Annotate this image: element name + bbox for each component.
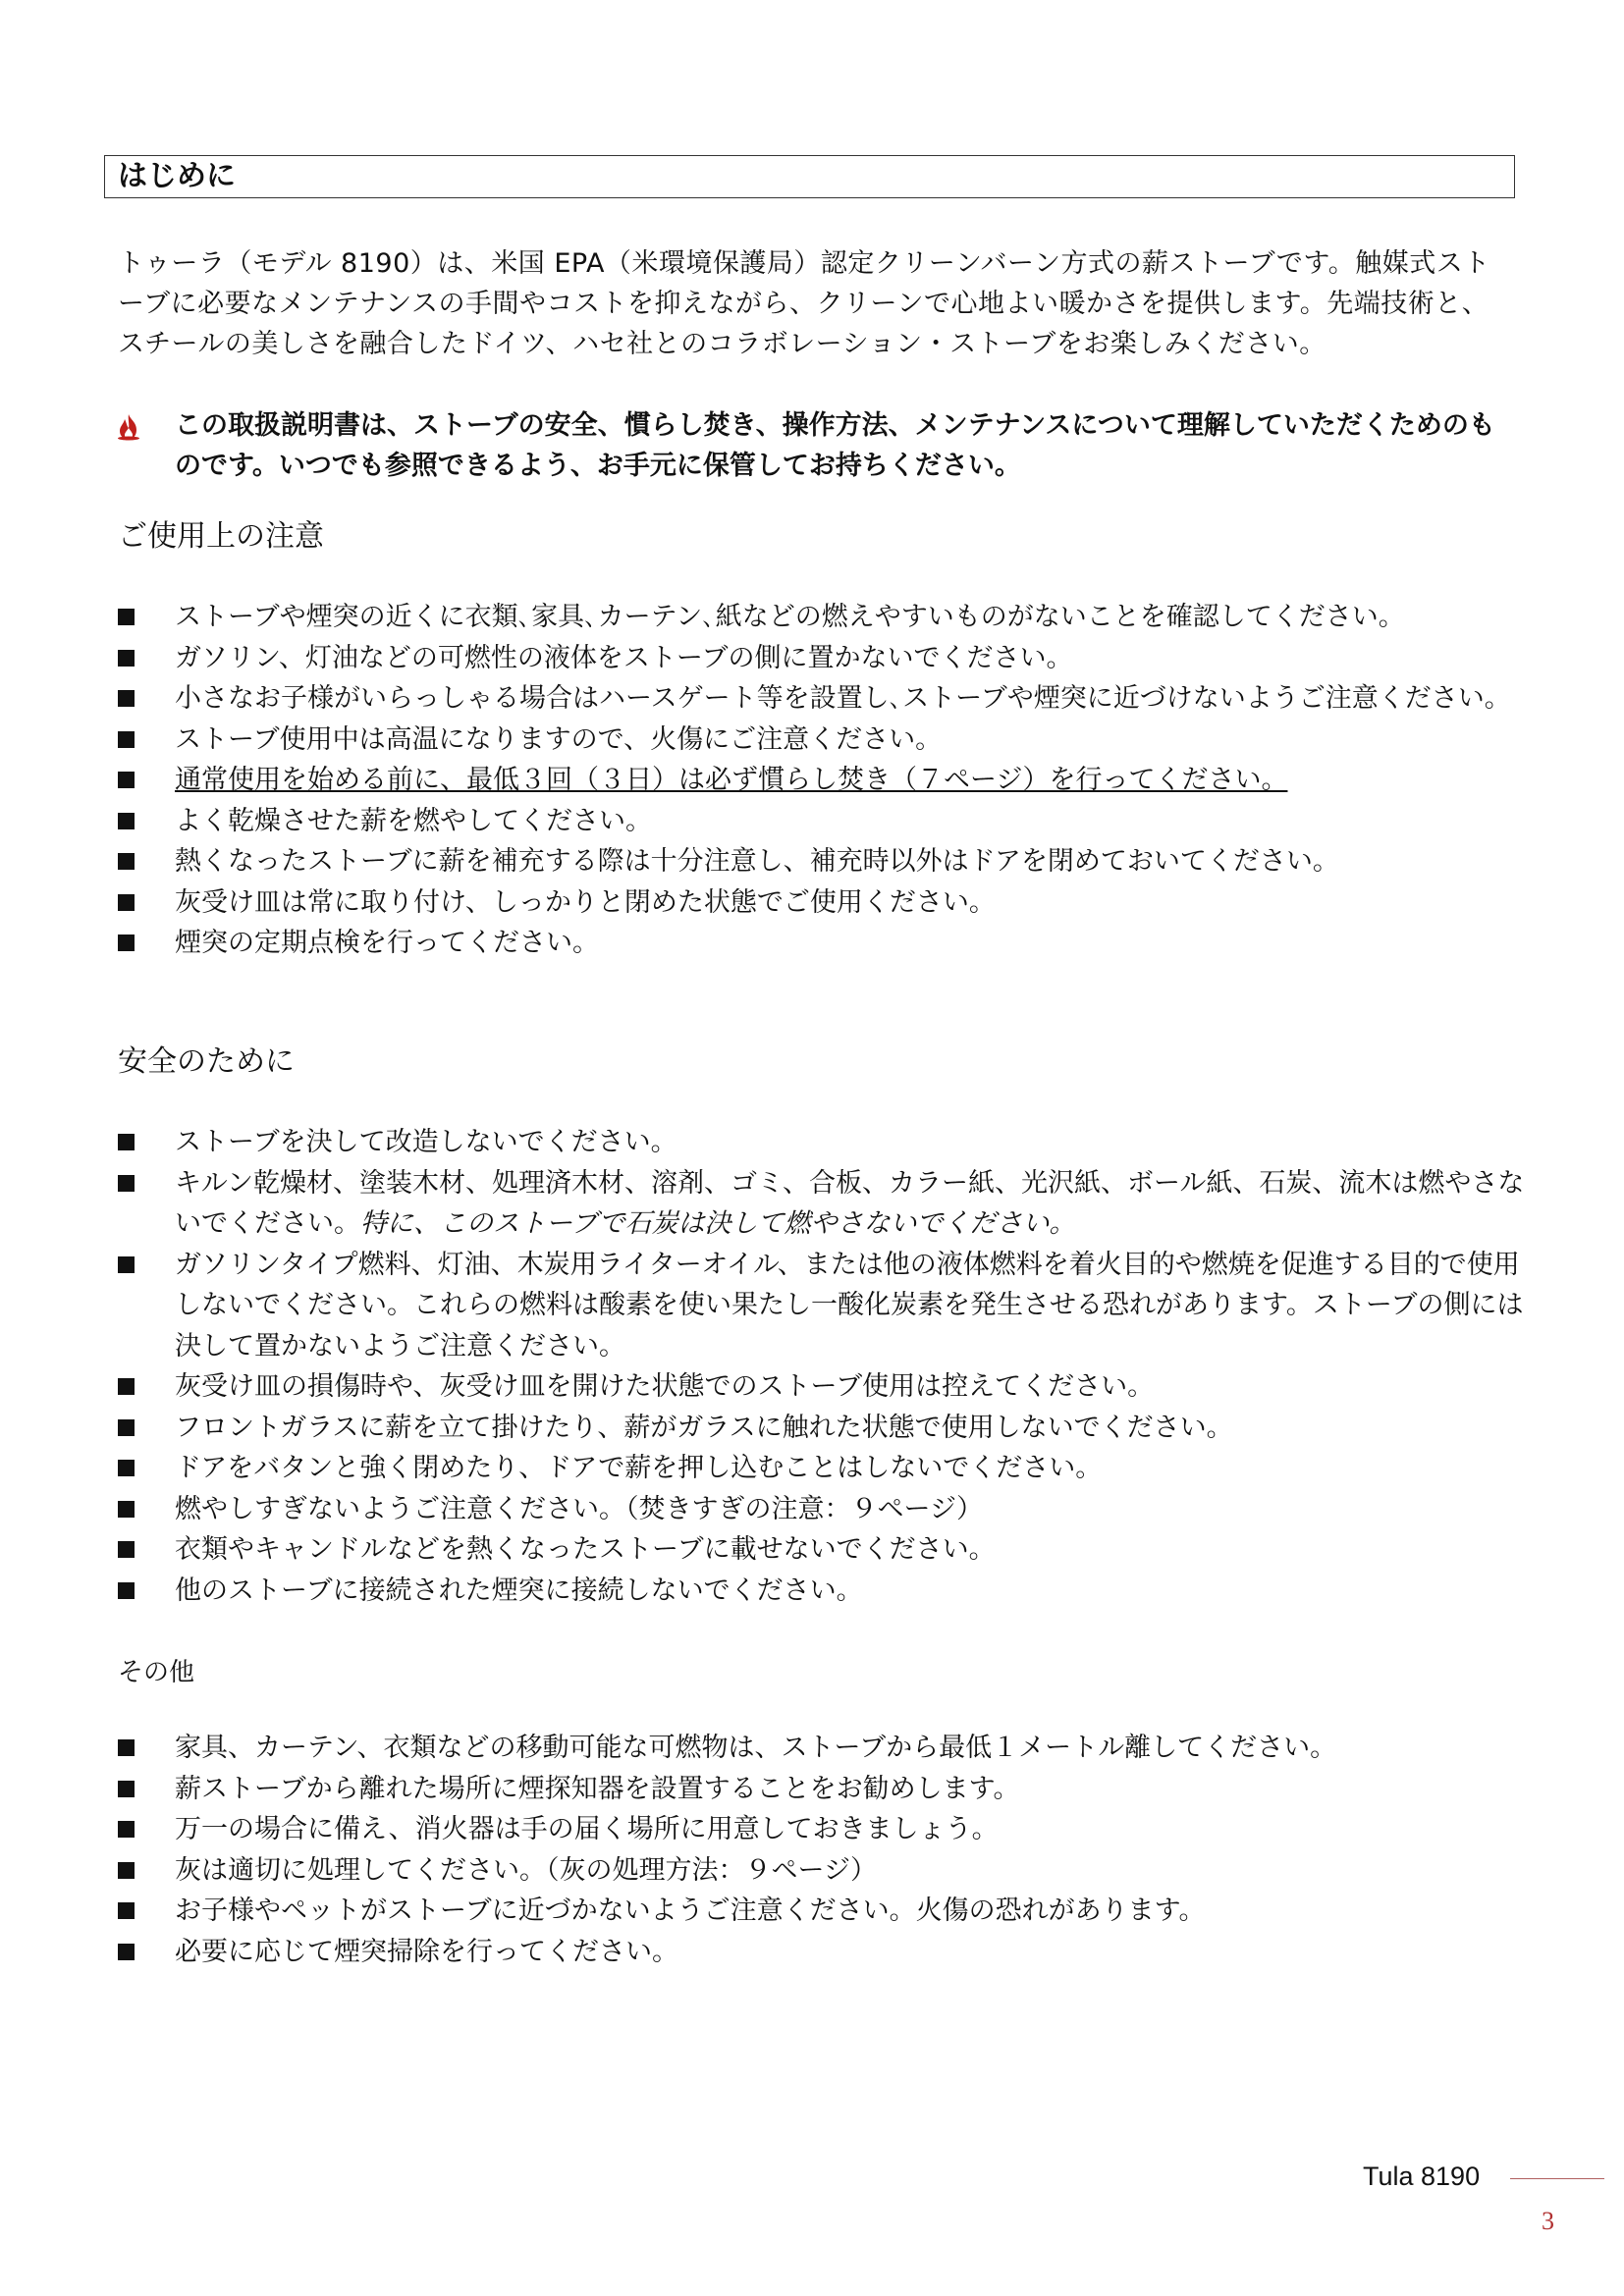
coal-warning: 特に、このストーブで石炭は決して燃やさないでください。 [360, 1208, 1076, 1239]
list-item: 他のストーブに接続された煙突に接続しないでください。 [116, 1571, 1530, 1612]
bullet-square-icon [118, 1582, 135, 1599]
page-title: はじめに [104, 155, 1515, 198]
list-item: よく乾燥させた薪を燃やしてください。 [116, 801, 1530, 842]
bullet-square-icon [118, 1739, 135, 1756]
bullet-square-icon [118, 1134, 135, 1150]
bullet-square-icon [118, 934, 135, 951]
bullet-square-icon [118, 731, 135, 748]
bullet-square-icon [118, 1256, 135, 1273]
list-item: 灰は適切に処理してください。（灰の処理方法：９ページ） [116, 1850, 1530, 1892]
flame-icon [116, 413, 141, 441]
bullet-square-icon [118, 894, 135, 911]
other-heading: その他 [118, 1658, 195, 1687]
list-item: ストーブ使用中は高温になりますので、火傷にご注意ください。 [116, 720, 1530, 761]
list-item: ガソリンタイプ燃料、灯油、木炭用ライターオイル、または他の液体燃料を着火目的や燃焼を促進する目的で使用しないでください。これらの燃料は酸素を使い果たし一酸化炭素を発生させる恐れがあります。ストーブの側には決して置かないようご注意ください。 [116, 1245, 1530, 1367]
intro-paragraph: トゥーラ（モデル 8190）は、米国 EPA（米環境保護局）認定クリーンバーン方式の薪ストーブです。触媒式ストーブに必要なメンテナンスの手間やコストを抑えながら、クリーンで心地よい暖かさを提供します。先端技術と、スチールの美しさを融合したドイツ、ハセ社とのコラボレーション・ストーブをお楽しみください。 [118, 248, 1490, 359]
bullet-square-icon [118, 1175, 135, 1192]
list-item: お子様やペットがストーブに近づかないようご注意ください。火傷の恐れがあります。 [116, 1891, 1530, 1932]
bullet-square-icon [118, 1419, 135, 1436]
safety-list [116, 1122, 1530, 1611]
bullet-square-icon [118, 813, 135, 829]
bullet-square-icon [118, 1541, 135, 1558]
list-item: ストーブや煙突の近くに衣類､家具､カーテン､紙などの燃えやすいものがないことを確認してください。 [116, 597, 1530, 638]
safety-heading: 安全のために [118, 1044, 295, 1079]
bullet-square-icon [118, 772, 135, 788]
other-list [116, 1728, 1530, 1972]
list-item: 薪ストーブから離れた場所に煙探知器を設置することをお勧めします。 [116, 1769, 1530, 1810]
important-note [116, 405, 1520, 486]
bullet-square-icon [118, 609, 135, 625]
list-item: フロントガラスに薪を立て掛けたり、薪がガラスに触れた状態で使用しないでください。 [116, 1408, 1530, 1449]
bullet-square-icon [118, 1781, 135, 1797]
footer-divider [1510, 2178, 1604, 2179]
list-item: 小さなお子様がいらっしゃる場合はハースゲート等を設置し､ストーブや煙突に近づけないようご注意ください。 [116, 678, 1530, 720]
list-item: キルン乾燥材、塗装木材、処理済木材、溶剤、ゴミ、合板、カラー紙、光沢紙、ボール紙、石炭、流木は燃やさないでください。特に、このストーブで石炭は決して燃やさないでください。 [116, 1163, 1530, 1245]
list-item: 灰受け皿の損傷時や、灰受け皿を開けた状態でのストーブ使用は控えてください。 [116, 1366, 1530, 1408]
usage-heading: ご使用上の注意 [118, 519, 324, 554]
list-item: 通常使用を始める前に、最低３回（３日）は必ず慣らし焚き（７ページ）を行ってください。 [116, 760, 1530, 801]
list-item: 熱くなったストーブに薪を補充する際は十分注意し、補充時以外はドアを閉めておいてください。 [116, 841, 1530, 882]
list-item: ストーブを決して改造しないでください。 [116, 1122, 1530, 1163]
list-item: 衣類やキャンドルなどを熱くなったストーブに載せないでください。 [116, 1529, 1530, 1571]
bullet-square-icon [118, 690, 135, 707]
bullet-square-icon [118, 1821, 135, 1838]
bullet-square-icon [118, 853, 135, 870]
page-number: 3 [1542, 2207, 1554, 2235]
list-item: 燃やしすぎないようご注意ください。（焚きすぎの注意：９ページ） [116, 1489, 1530, 1530]
list-item: ガソリン、灯油などの可燃性の液体をストーブの側に置かないでください。 [116, 638, 1530, 679]
list-item: 煙突の定期点検を行ってください。 [116, 923, 1530, 964]
usage-list [116, 597, 1530, 964]
list-item: 万一の場合に備え、消火器は手の届く場所に用意しておきましょう。 [116, 1809, 1530, 1850]
list-item: 灰受け皿は常に取り付け、しっかりと閉めた状態でご使用ください。 [116, 882, 1530, 924]
list-item: ドアをバタンと強く閉めたり、ドアで薪を押し込むことはしないでください。 [116, 1448, 1530, 1489]
bullet-square-icon [118, 1902, 135, 1919]
bullet-square-icon [118, 1944, 135, 1960]
footer-model-label: Tula 8190 [1363, 2162, 1481, 2191]
bullet-square-icon [118, 1378, 135, 1395]
list-item: 家具、カーテン、衣類などの移動可能な可燃物は、ストーブから最低１メートル離してください。 [116, 1728, 1530, 1769]
bullet-square-icon [118, 1460, 135, 1476]
bullet-square-icon [118, 1862, 135, 1879]
bullet-square-icon [118, 1501, 135, 1518]
list-item: 必要に応じて煙突掃除を行ってください。 [116, 1932, 1530, 1973]
note-text: この取扱説明書は、ストーブの安全、慣らし焚き、操作方法、メンテナンスについて理解していただくためのものです。いつでも参照できるよう、お手元に保管してお持ちください。 [175, 410, 1495, 481]
bullet-square-icon [118, 650, 135, 667]
